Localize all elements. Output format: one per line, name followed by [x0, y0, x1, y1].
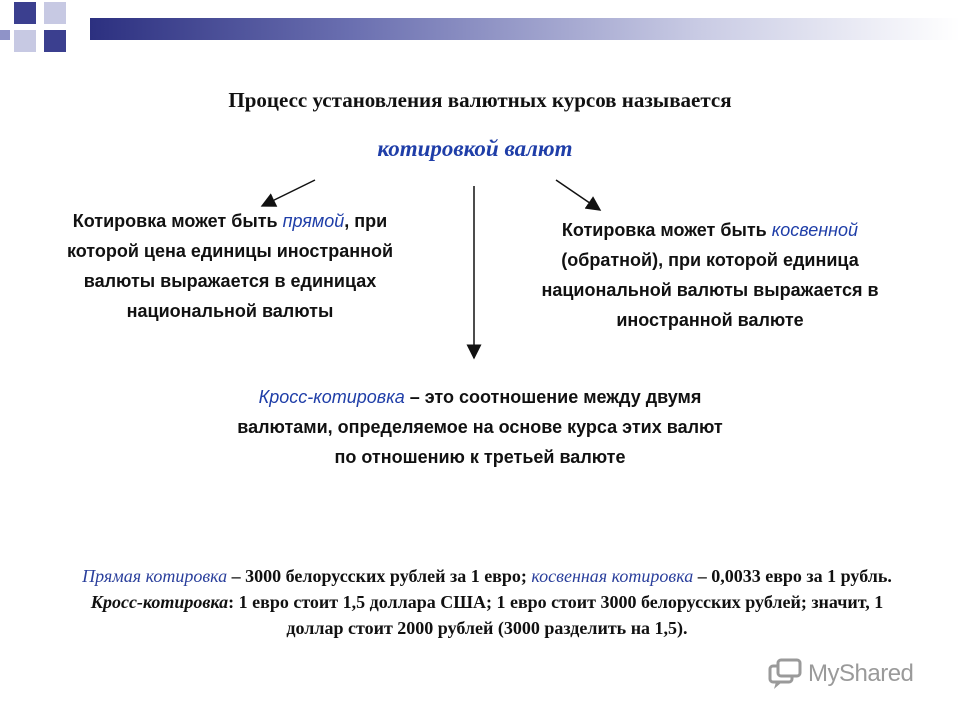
arrow-to-indirect — [556, 180, 600, 210]
direct-quote-text: , при которой цена единицы иностранной валюты выражается в единицах национальной валюты — [66, 211, 394, 321]
indirect-quote-definition — [510, 215, 910, 335]
direct-quote-term: прямой — [282, 211, 345, 231]
example-direct-label: Прямая котировка — [82, 566, 228, 586]
watermark — [768, 656, 938, 696]
example-cross-text: : 1 евро стоит 1,5 доллара США; 1 евро стоит 3000 белорусских рублей; значит, 1 доллар стоит 2000 рублей (3000 разделить на 1,5). — [228, 592, 884, 638]
indirect-quote-term: косвенной — [771, 220, 859, 240]
example-cross-label: Кросс-котировка — [90, 592, 229, 612]
watermark-text: MyShared — [808, 660, 914, 687]
slide-title: Процесс установления валютных курсов называется — [228, 88, 732, 112]
example-direct-text: – 3000 белорусских рублей за 1 евро; — [227, 566, 532, 586]
direct-quote-text: Котировка может быть — [72, 211, 283, 231]
example-indirect-label: косвенная котировка — [531, 566, 694, 586]
slide-subtitle: котировкой валют — [377, 136, 573, 161]
arrow-to-direct — [262, 180, 315, 206]
example-paragraph — [62, 563, 912, 641]
cross-quote-term: Кросс-котировка — [258, 387, 405, 407]
direct-quote-definition — [40, 206, 420, 326]
indirect-quote-text: (обратной), при которой единица национальной валюты выражается в иностранной валюте — [541, 250, 879, 330]
cross-quote-definition — [225, 382, 735, 472]
cross-quote-text: – это соотношение между двумя валютами, определяемое на основе курса этих валют по отношению к третьей валюте — [237, 387, 723, 467]
watermark-logo-icon — [768, 658, 802, 692]
indirect-quote-text: Котировка может быть — [561, 220, 772, 240]
example-indirect-text: – 0,0033 евро за 1 рубль. — [693, 566, 892, 586]
